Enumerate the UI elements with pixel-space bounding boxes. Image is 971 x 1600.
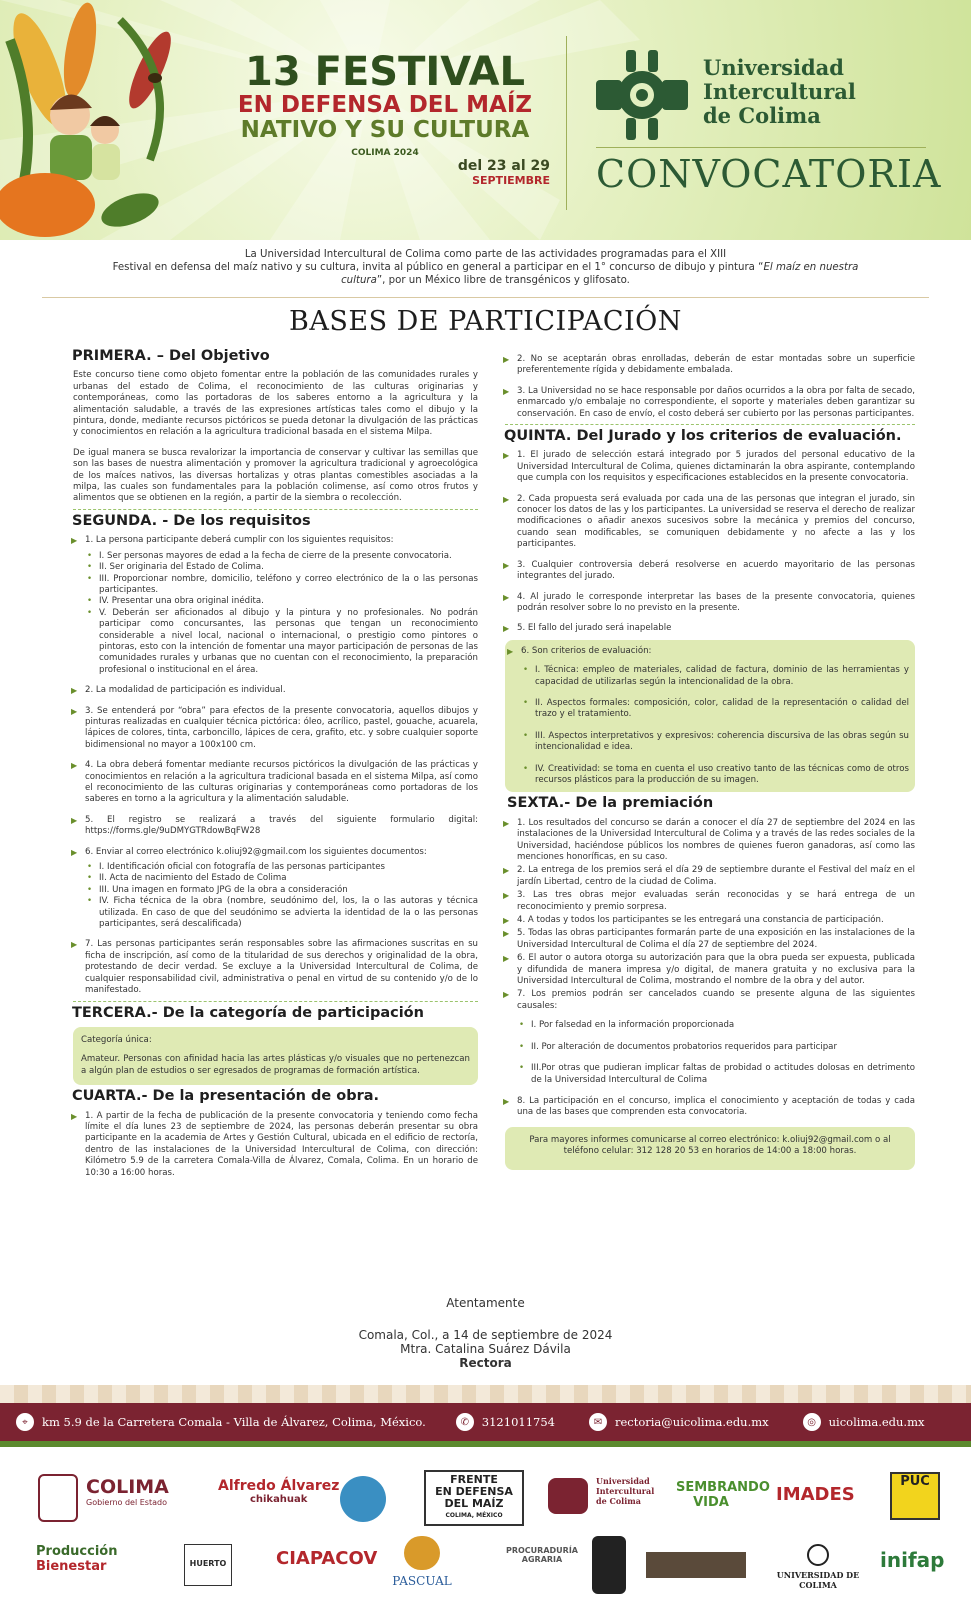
logo-alfredo-sub: chikahuak (249, 1494, 308, 1505)
festival-title-line2: EN DEFENSA DEL MAÍZ (237, 92, 533, 118)
uic-emblem-icon (548, 1478, 588, 1514)
bullet-icon: • (87, 862, 93, 873)
footer-address (16, 1413, 426, 1431)
list-item (73, 862, 478, 873)
dates-range: del 23 al 29 (457, 158, 550, 174)
header-rule (596, 147, 926, 148)
list-item (505, 1042, 915, 1053)
sexta-item-8 (505, 1096, 915, 1119)
logo-frente-line3: DEL MAÍZ (444, 1497, 504, 1510)
list-item (73, 551, 478, 562)
intro-line3-italic: cultura (341, 275, 377, 286)
logo-imades: IMADES (776, 1484, 855, 1505)
sub-item-text: V. Deberán ser aficionados al dibujo y la pintura y no profesionales. No podrán participar como concursantes, las personas que tengan un reconocimiento considerable a nivel local, nacional o internacional, o prestigio como pintores o pintoras, esto con la intención de fomentar una mayor participación de personas de las comunidades rurales y urbanas que no cuentan con el reconocimiento, la preparación profesional o institucional en el área. (99, 607, 478, 675)
logo-inifap: inifap (880, 1548, 945, 1572)
segunda-item-3-text: 3. Se entenderá por “obra” para efectos de la presente convocatoria, aquellos dibujos y pinturas realizadas en cualquier técnica pictórica: óleo, acrílico, pastel, gouache, acuarela, lápices de colores, tinta, carboncillo, lápices de cera, grafito, etc. y sobre cualquier soporte bidimensional no mayor a 100x100 cm. (85, 705, 478, 750)
logo-puc: PUC (890, 1472, 940, 1520)
corn-farmers-illustration (0, 0, 200, 240)
location-pin-icon: ⌖ (16, 1413, 34, 1431)
signature-role: Rectora (459, 1356, 512, 1370)
list-item (73, 873, 478, 884)
segunda-item-1 (73, 535, 478, 546)
sexta-item-5 (505, 928, 915, 951)
bullet-icon: • (523, 763, 529, 774)
sexta-item-6 (505, 953, 915, 987)
logo-universidad-colima (770, 1544, 866, 1590)
quinta-item-6-text: 6. Son criterios de evaluación: (521, 645, 652, 656)
sponsor-logos (0, 1460, 971, 1600)
list-item (73, 896, 478, 930)
section-sexta-title: SEXTA.- De la premiación (507, 795, 714, 812)
contact-info-box: Para mayores informes comunicarse al correo electrónico: k.oliuj92@gmail.com o al teléfono celular: 312 128 20 53 en horarios de 14:00 a 18:00 horas. (505, 1127, 915, 1170)
logo-frente-line2: EN DEFENSA (435, 1485, 513, 1498)
section-tercera-title: TERCERA.- De la categoría de participación (72, 1004, 424, 1021)
signature-place-date: Comala, Col., a 14 de septiembre de 2024 (358, 1328, 613, 1342)
list-item (73, 574, 478, 597)
arrow-icon: ▶ (71, 815, 78, 825)
signature-closing: Atentamente (446, 1296, 525, 1310)
intro-divider (42, 297, 929, 298)
water-spiral-icon (340, 1476, 386, 1522)
list-item (73, 562, 478, 573)
sub-item-text: II. Ser originaria del Estado de Colima. (99, 562, 264, 573)
festival-title-line1: 13 FESTIVAL (245, 49, 525, 95)
arrow-icon: ▶ (503, 1096, 510, 1106)
intro-line3-text: ”, por un México libre de transgénicos y glifosato. (376, 275, 630, 286)
festival-dates (440, 158, 550, 187)
sub-item-text: I. Ser personas mayores de edad a la fecha de cierre de la presente convocatoria. (99, 550, 452, 561)
arrow-icon: ▶ (503, 560, 510, 570)
footer-phone-text[interactable]: 3121011754 (481, 1415, 555, 1429)
sub-item-text: II. Aspectos formales: composición, color, calidad de la representación o calidad del trazo y el tratamiento. (535, 697, 909, 720)
arrow-icon: ▶ (71, 536, 78, 546)
footer-web-text[interactable]: uicolima.edu.mx (828, 1415, 925, 1429)
arrow-icon: ▶ (71, 1111, 78, 1121)
sexta-item-text: 6. El autor o autora otorga su autorización para que la obra pueda ser expuesta, publicada y difundida de manera impresa y/o digital, de manera gratuita y no exclusiva para la Universidad Intercultural de Colima, mostrando el nombre de la obra y del autor. (517, 953, 915, 987)
list-item (73, 608, 478, 676)
sub-item-text: III. Una imagen en formato JPG de la obra a consideración (99, 884, 348, 895)
signature-name: Mtra. Catalina Suárez Dávila (400, 1342, 571, 1356)
quinta-item-5 (505, 623, 915, 634)
colima-shield-icon (38, 1474, 78, 1522)
segunda-item-7 (73, 939, 478, 996)
sexta-item-text: 1. Los resultados del concurso se darán a conocer el día 27 de septiembre del 2024 en las instalaciones de la Universidad Intercultural de Colima y a través de las redes sociales de la Universidad, haciéndose públicos los nombres de quienes fueron ganadoras, así como las menciones honoríficas, en su caso. (517, 817, 915, 862)
logo-colima (86, 1476, 169, 1507)
logo-ciapacov: CIAPACOV (276, 1548, 378, 1569)
header-banner (0, 0, 971, 240)
cuarta-item-3-text: 3. La Universidad no se hace responsable por daños ocurridos a la obra por falta de secado, enmarcado y/o embalaje no correspondiente, el soporte y materiales deben garantizar su conservación. En caso de envío, el costo deberá ser cubierto por las personas participantes. (517, 385, 915, 419)
bases-title: BASES DE PARTICIPACIÓN (289, 306, 682, 337)
phone-icon: ✆ (456, 1413, 474, 1431)
quinta-item-4-text: 4. Al jurado le corresponde interpretar las bases de la presente convocatoria, quienes podrán resolver sobre lo no previsto en la presente. (517, 591, 915, 613)
bullet-icon: • (87, 607, 93, 618)
segunda-item-2-text: 2. La modalidad de participación es individual. (85, 685, 286, 696)
sexta-item-text: 7. Los premios podrán ser cancelados cuando se presente alguna de las siguientes causales: (517, 989, 915, 1011)
arrow-icon: ▶ (71, 706, 78, 716)
primera-paragraph-1: Este concurso tiene como objeto fomentar entre la población de las comunidades rurales y urbanas del estado de Colima, el reconocimiento de las culturas originarias y contemporáneas, como las portadoras de los saberes entorno a la agricultura y la alimentación saludable, a través de las expresiones artísticas tales como el dibujo y la pintura, donde, mediante recursos pictóricos se pueda detonar la divulgación de las prácticas y conocimientos en relación a la agricultura tradicional basada en el sistema Milpa. (73, 370, 478, 438)
logo-produccion-bienestar (36, 1544, 118, 1574)
section-segunda-title: SEGUNDA. - De los requisitos (72, 512, 311, 529)
intro-line3 (80, 274, 891, 287)
logo-udec-text: UNIVERSIDAD DE COLIMA (776, 1570, 860, 1590)
list-item (505, 1063, 915, 1086)
right-column (505, 354, 915, 1170)
segunda-item-5 (73, 815, 478, 838)
intro-paragraph (80, 248, 891, 287)
left-column (73, 345, 478, 1188)
category-label: Categoría única: (81, 1034, 152, 1045)
list-item (505, 1020, 915, 1031)
sexta-item-4 (505, 915, 915, 926)
segunda-item-1-sublist (73, 551, 478, 676)
arrow-icon: ▶ (503, 592, 510, 602)
footer-contact-bar (0, 1403, 971, 1441)
bullet-icon: • (87, 884, 93, 895)
bullet-icon: • (87, 562, 93, 573)
bullet-icon: • (519, 1041, 525, 1052)
cuarta-item-2-text: 2. No se aceptarán obras enrolladas, deberán de estar montadas sobre un superficie preferentemente rígida y debidamente embalada. (517, 354, 915, 376)
section-cuarta-title: CUARTA.- De la presentación de obra. (72, 1088, 380, 1105)
segunda-item-4 (73, 760, 478, 806)
list-item (73, 596, 478, 607)
logo-bienestar-text: Bienestar (36, 1559, 107, 1574)
bullet-icon: • (519, 1063, 525, 1074)
bullet-icon: • (87, 596, 93, 607)
festival-title-line3: NATIVO Y SU CULTURA (240, 117, 530, 143)
sub-item-text: I. Por falsedad en la información proporcionada (531, 1020, 735, 1031)
logo-colima-sub: Gobierno del Estado (86, 1498, 167, 1507)
sub-item-text: III. Aspectos interpretativos y expresivos: coherencia discursiva de las obras según su intencionalidad e idea. (535, 730, 909, 753)
tercera-category-box (73, 1027, 478, 1085)
logo-procuraduria-agraria: PROCURADURÍA AGRARIA (505, 1546, 578, 1564)
university-name (703, 56, 856, 128)
quinta-item-1-text: 1. El jurado de selección estará integrado por 5 jurados del personal educativo de la Universidad Intercultural de Colima, quienes dictaminarán la obra aspirante, contemplando que cumpla con los requisitos y especificaciones establecidos en la presente convocatoria. (517, 450, 915, 484)
dates-month: SEPTIEMBRE (472, 174, 550, 187)
quinta-item-1 (505, 450, 915, 484)
festival-subtitle: COLIMA 2024 (351, 148, 419, 158)
segunda-item-7-text: 7. Las personas participantes serán responsables sobre las afirmaciones suscritas en su ficha de inscripción, así como de la titularidad de sus derechos y originalidad de la obra, protestando de decir verdad. Se excluye a la Universidad Intercultural de Colima, de cualquier responsabilidad civil, administrativa o penal en virtud de su contenido y/o de lo manifestado. (85, 939, 478, 996)
logo-produccion-text: Producción (36, 1544, 118, 1559)
logo-pascual-text: PASCUAL (392, 1574, 452, 1588)
quinta-item-5-text: 5. El fallo del jurado será inapelable (517, 623, 672, 634)
quinta-item-2-text: 2. Cada propuesta será evaluada por cada una de las personas que integran el jurado, sin conocer los datos de las y los participantes. La universidad se reserva el derecho de realizar modificaciones o añadir anexos sucesivos sobre la mecánica y premios del concurso, cuando sean modificables, se comuniquen debidamente y no afecte a las y los participantes. (517, 493, 915, 550)
arrow-icon: ▶ (71, 847, 78, 857)
logo-sembrando-vida: SEMBRANDO VIDA (676, 1480, 770, 1510)
bullet-icon: • (519, 1020, 525, 1031)
sub-item-text: III. Proporcionar nombre, domicilio, teléfono y correo electrónico de la o las personas participantes. (99, 573, 478, 595)
section-divider (505, 424, 915, 425)
arrow-icon: ▶ (503, 355, 510, 364)
sexta-item-text: 4. A todas y todos los participantes se les entregará una constancia de participación. (517, 915, 884, 926)
segunda-item-6-text: 6. Enviar al correo electrónico k.oliuj92@gmail.com los siguientes documentos: (85, 846, 427, 857)
intro-line2-italic: El maíz en nuestra (763, 262, 859, 273)
logo-colima-text: COLIMA (86, 1476, 169, 1498)
sexta-item-text: 2. La entrega de los premios será el día 29 de septiembre durante el Festival del maíz en el jardín Libertad, centro de la ciudad de Colima. (517, 865, 915, 887)
arrow-icon: ▶ (503, 494, 510, 504)
sexta-item-2 (505, 865, 915, 888)
bienestar-banner-image (646, 1552, 746, 1578)
list-item (509, 698, 909, 721)
arrow-icon: ▶ (503, 624, 510, 634)
sub-item-text: I. Identificación oficial con fotografía de las personas participantes (99, 862, 386, 873)
sub-item-text: II. Por alteración de documentos probatorios requeridos para participar (531, 1041, 837, 1052)
sub-item-text: I. Técnica: empleo de materiales, calidad de factura, dominio de las herramientas y capacidad de utilizarlas según la intencionalidad de la obra. (535, 665, 909, 687)
logo-uic: Universidad Intercultural de Colima (596, 1476, 655, 1506)
bullet-icon: • (523, 697, 529, 708)
quinta-item-3 (505, 560, 915, 583)
arrow-icon: ▶ (503, 929, 510, 939)
logo-pascual (392, 1536, 452, 1588)
footer-email[interactable] (589, 1413, 769, 1431)
globe-icon: ◎ (803, 1413, 821, 1431)
list-item (73, 885, 478, 896)
section-divider (73, 1001, 478, 1002)
sexta-item-text: 5. Todas las obras participantes formarán parte de una exposición en las instalaciones de la Universidad Intercultural de Colima el día 27 de septiembre del 2024. (517, 928, 915, 950)
header-divider (566, 36, 567, 210)
quinta-item-3-text: 3. Cualquier controversia deberá resolverse en acuerdo mayoritario de las personas integrantes del jurado. (517, 559, 915, 582)
arrow-icon: ▶ (503, 818, 510, 828)
cuarta-item-2 (505, 354, 915, 377)
cuarta-item-1-text: 1. A partir de la fecha de publicación de la presente convocatoria y teniendo como fecha límite el día lunes 23 de septiembre de 2024, las personas deberán presentar su obra participante en la academia de Artes y Gestión Cultural, ubicada en el edificio de rectoría, dentro de las instalaciones de la Universidad Intercultural de Colima, con dirección: Kilómetro 5.9 de la carretera Comala-Villa de Álvarez, Comala, Colima. En un horario de 10:30 a 16:00 horas. (85, 1110, 478, 1178)
segunda-item-2 (73, 685, 478, 696)
footer-phone[interactable] (456, 1413, 555, 1431)
quinta-item-6 (509, 646, 909, 657)
quinta-item-4 (505, 592, 915, 615)
footer-decorative-pattern (0, 1385, 971, 1403)
sub-item-text: IV. Creatividad: se toma en cuenta el uso creativo tanto de las técnicas como de otros recursos plásticos para la producción de su imagen. (535, 763, 909, 785)
pascual-emblem-icon (404, 1536, 440, 1570)
segunda-item-1-text: 1. La persona participante deberá cumplir con los siguientes requisitos: (85, 535, 394, 546)
arrow-icon: ▶ (503, 990, 510, 1000)
category-description: Amateur. Personas con afinidad hacia las artes plásticas y/o visuales que no pertenezcan a algún plan de estudios o ser egresados de programas de formación artística. (81, 1054, 470, 1076)
quinta-item-2 (505, 494, 915, 551)
logo-frente-sub: COLIMA, MÉXICO (445, 1512, 503, 1519)
arrow-icon: ▶ (507, 646, 514, 656)
arrow-icon: ▶ (71, 761, 78, 771)
arrow-icon: ▶ (503, 386, 510, 396)
primera-paragraph-2: De igual manera se busca revalorizar la importancia de conservar y cultivar las semillas que son las bases de nuestra alimentación y promover la agricultura tradicional y agroecológica de los maíces nativos, las diversas hortalizas y otras plantas comestibles asociadas a la milpa, las cuales son fundamentales para la población colimense, así como otros frutos y alimentos que se obtienen en la región, a partir de la siembra o recolección. (73, 447, 478, 504)
sub-item-text: II. Acta de nacimiento del Estado de Colima (99, 873, 287, 884)
sub-item-text: III.Por otras que pudieran implicar faltas de probidad o actitudes dolosas en detrimento de la Universidad Intercultural de Colima (531, 1063, 915, 1085)
dancer-silhouette-icon (592, 1536, 626, 1594)
sub-item-text: IV. Ficha técnica de la obra (nombre, seudónimo del, los, la o las autoras y técnica utilizada. En caso de que del seudónimo se advierta la identidad de la o las personas participantes, será descalificada) (99, 896, 478, 930)
bullet-icon: • (523, 665, 529, 676)
university-logo-icon (596, 50, 688, 140)
segunda-item-3 (73, 706, 478, 752)
section-divider (73, 509, 478, 510)
bullet-icon: • (87, 573, 93, 584)
evaluation-criteria-box (505, 640, 915, 793)
intro-line2-text: Festival en defensa del maíz nativo y su cultura, invita al público en general a participar en el 1° concurso de dibujo y pintura “ (112, 262, 764, 273)
list-item (509, 731, 909, 754)
list-item (509, 764, 909, 787)
university-name-line2: Intercultural (703, 79, 856, 104)
footer-green-stripe (0, 1441, 971, 1447)
arrow-icon: ▶ (71, 686, 78, 696)
logo-alfredo-alvarez (218, 1478, 339, 1505)
udec-emblem-icon (807, 1544, 829, 1566)
university-name-line1: Universidad (703, 55, 844, 80)
logo-alfredo-text: Alfredo Álvarez (218, 1478, 340, 1494)
festival-title (215, 49, 555, 158)
arrow-icon: ▶ (71, 940, 78, 950)
cuarta-item-3 (505, 386, 915, 420)
intro-line1: La Universidad Intercultural de Colima como parte de las actividades programadas para el XIII (244, 249, 727, 260)
segunda-item-6 (73, 847, 478, 858)
sub-item-text: IV. Presentar una obra original inédita. (99, 596, 264, 607)
sexta-item-1 (505, 818, 915, 864)
sexta-item-3 (505, 890, 915, 913)
footer-address-text: km 5.9 de la Carretera Comala - Villa de Álvarez, Colima, México. (42, 1415, 426, 1429)
logo-huerto: HUERTO (184, 1544, 232, 1586)
sexta-item-8-text: 8. La participación en el concurso, implica el conocimiento y aceptación de todas y cada una de las bases que comprenden esta convocatoria. (517, 1095, 915, 1118)
arrow-icon: ▶ (503, 866, 510, 876)
arrow-icon: ▶ (503, 916, 510, 926)
logo-frente-line1: FRENTE (450, 1473, 498, 1486)
logo-frente-defensa-maiz (424, 1470, 524, 1526)
sexta-item-7 (505, 989, 915, 1012)
footer-web[interactable] (803, 1413, 925, 1431)
mail-icon: ✉ (589, 1413, 607, 1431)
intro-line2 (80, 261, 891, 274)
convocatoria-banner: CONVOCATORIA (596, 152, 942, 196)
bullet-icon: • (523, 730, 529, 741)
section-primera-title: PRIMERA. – Del Objetivo (72, 348, 270, 364)
arrow-icon: ▶ (503, 451, 510, 461)
university-name-line3: de Colima (703, 103, 821, 128)
bullet-icon: • (87, 550, 93, 561)
arrow-icon: ▶ (503, 891, 510, 901)
sexta-item-text: 3. Las tres obras mejor evaluadas serán reconocidas y se hará entrega de un reconocimiento y premio sorpresa. (517, 890, 915, 912)
bullet-icon: • (87, 873, 93, 884)
cuarta-item-1 (73, 1111, 478, 1179)
bullet-icon: • (87, 896, 93, 907)
section-quinta-title: QUINTA. Del Jurado y los criterios de evaluación. (504, 428, 902, 445)
registration-form-link[interactable]: 5. El registro se realizará a través del siguiente formulario digital: https://forms.gle/9uDMYGTRdowBqFW28 (85, 814, 478, 837)
list-item (509, 665, 909, 688)
segunda-item-6-sublist (73, 862, 478, 930)
arrow-icon: ▶ (503, 954, 510, 964)
footer-email-text[interactable]: rectoria@uicolima.edu.mx (614, 1415, 769, 1429)
segunda-item-4-text: 4. La obra deberá fomentar mediante recursos pictóricos la divulgación de las prácticas y conocimientos en relación a la agricultura tradicional basada en el sistema Milpa, así como el reconocimiento de las culturas originarias y contemporáneas como portadoras de los saberes en torno a la agricultura y la alimentación saludable. (85, 760, 478, 805)
